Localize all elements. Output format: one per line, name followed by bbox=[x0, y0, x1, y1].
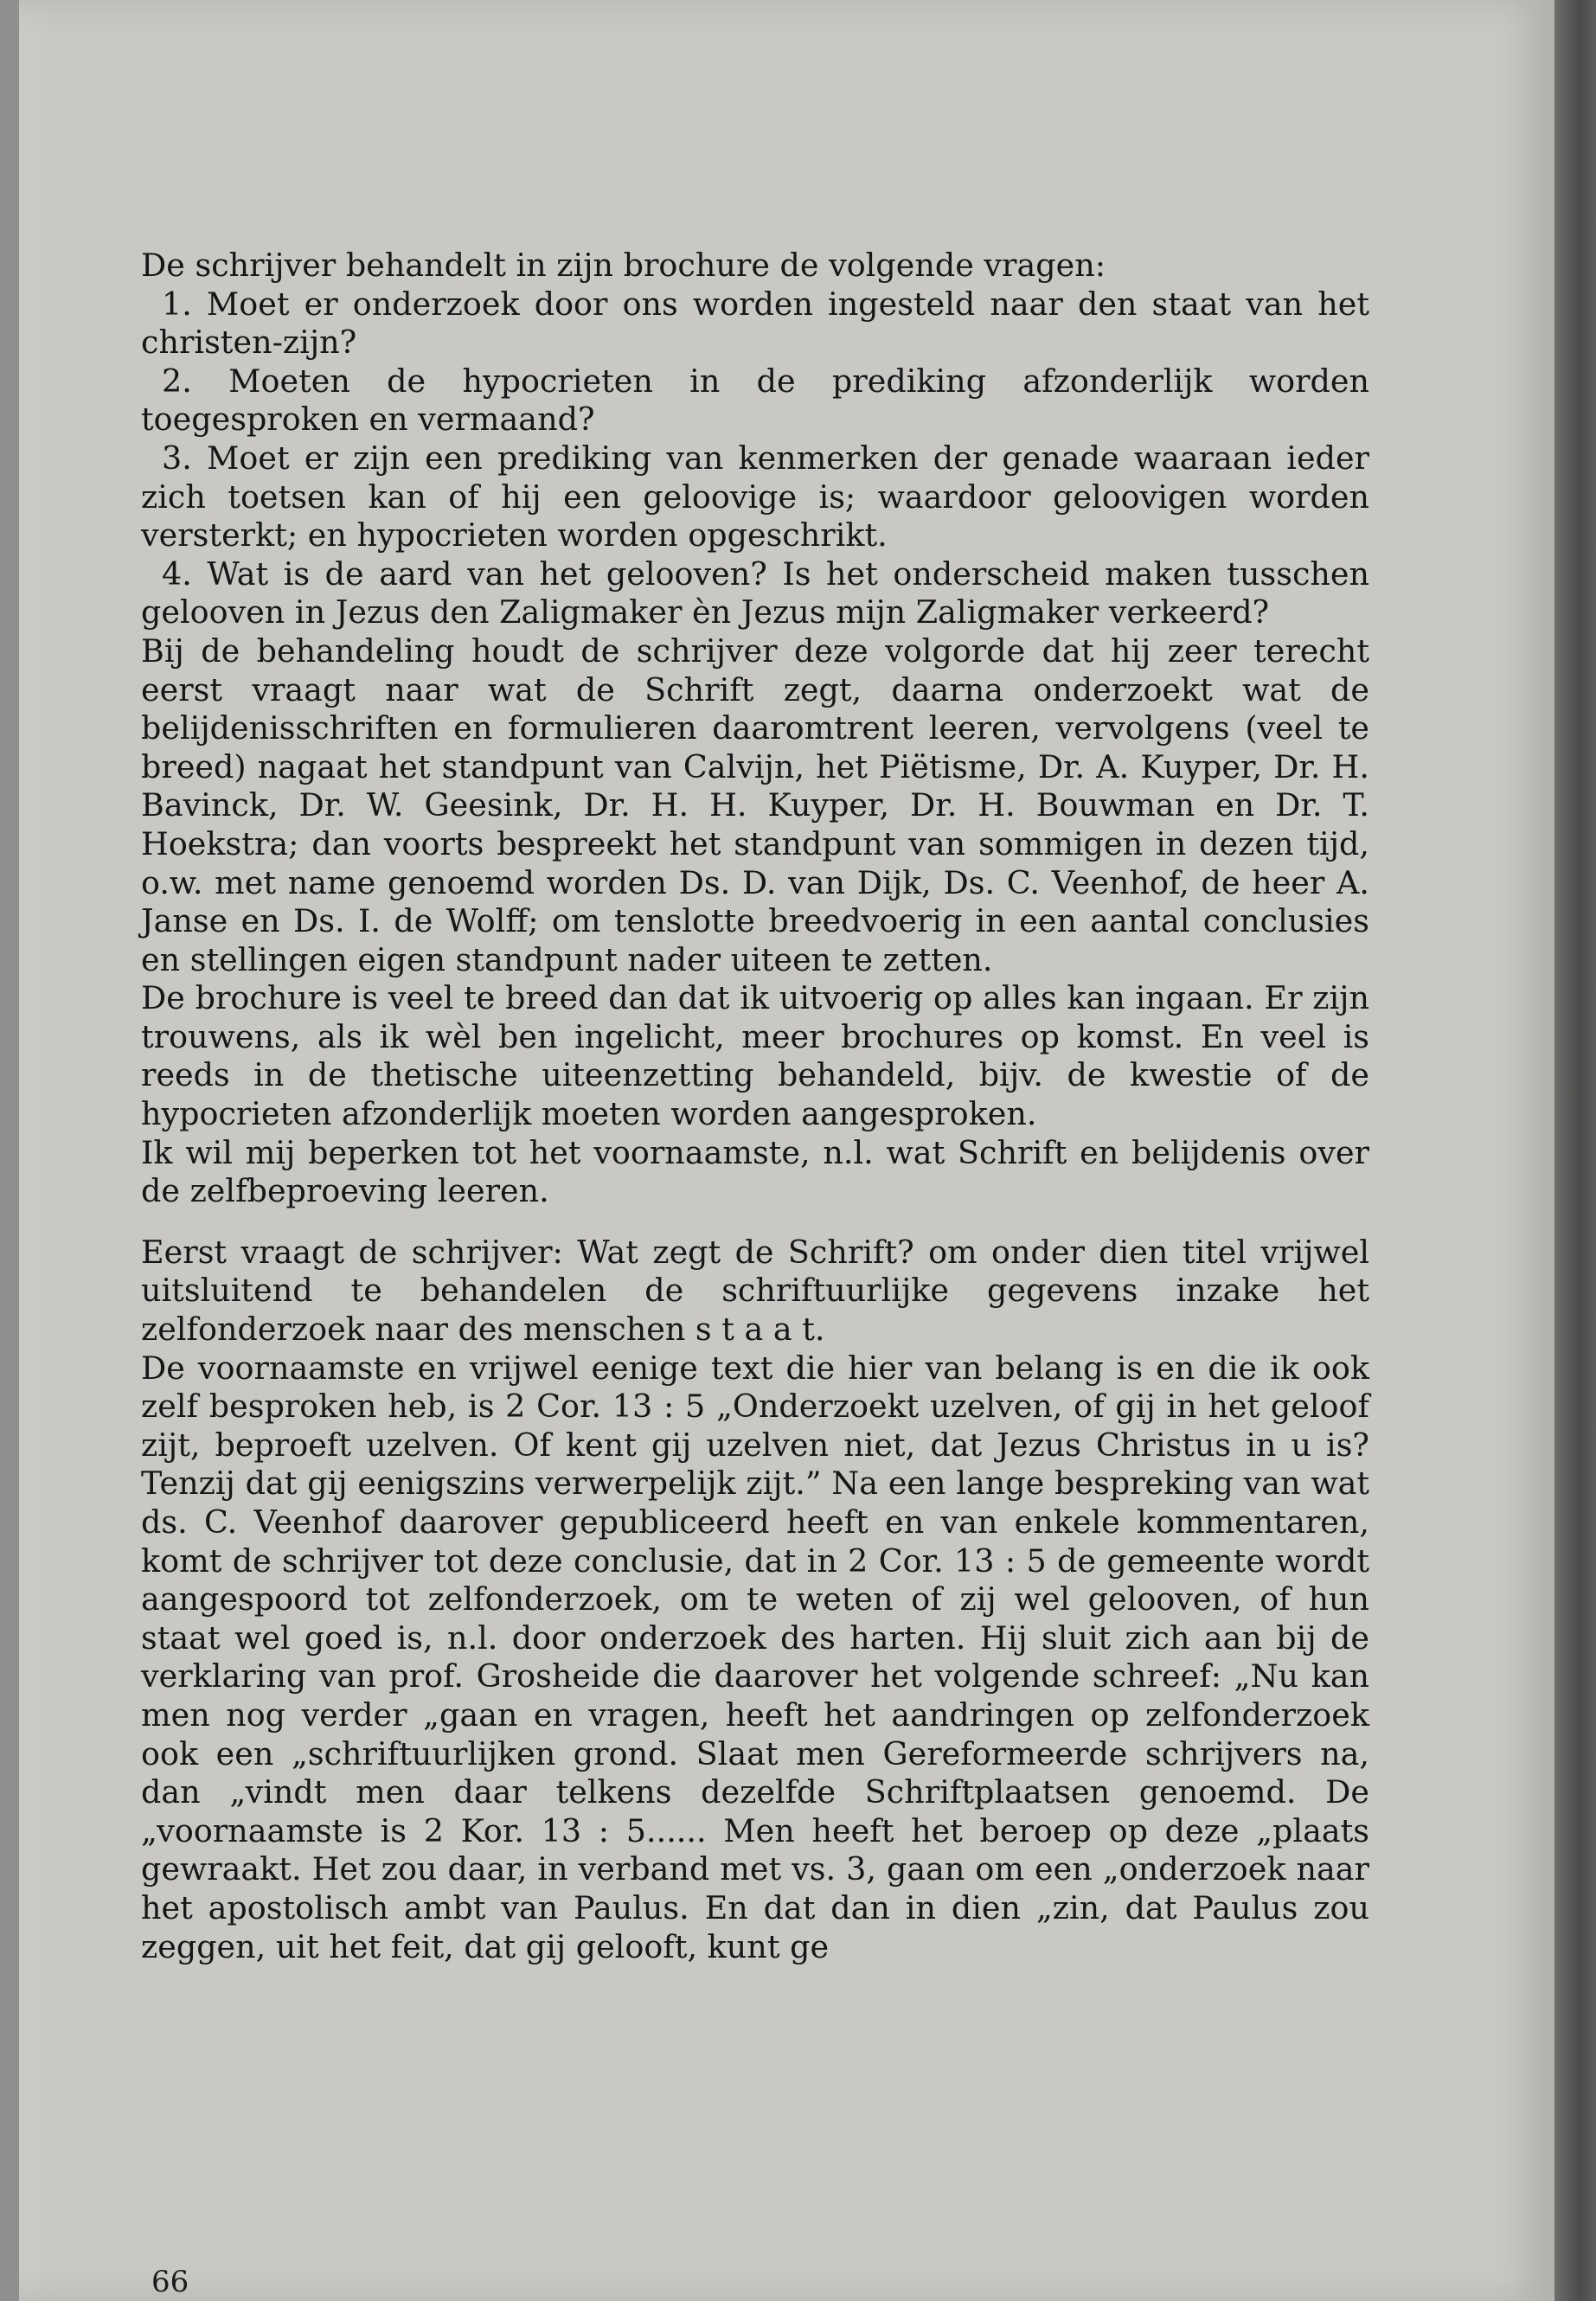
page-number: 66 bbox=[151, 2265, 189, 2299]
paragraph-scripture: Eerst vraagt de schrijver: Wat zegt de Schrift? om onder dien titel vrijwel uitsluitend te behandelen de schriftuurlijke gegevens inzake het zelfonderzoek naar des menschen s t a a t. bbox=[141, 1233, 1369, 1349]
question-3: 3. Moet er zijn een prediking van kenmerken der genade waaraan ieder zich toetsen kan of hij een geloovige is; waardoor geloovigen worden versterkt; en hypocrieten worden opgeschrikt. bbox=[141, 439, 1369, 554]
paragraph-brochure: De brochure is veel te breed dan dat ik uitvoerig op alles kan ingaan. Er zijn trouwens, als ik wèl ben ingelicht, meer brochures op komst. En veel is reeds in de thetische uiteenzetting behandeld, bijv. de kwestie of de hypocrieten afzonderlijk moeten worden aangesproken. bbox=[141, 979, 1369, 1133]
question-4: 4. Wat is de aard van het gelooven? Is het onderscheid maken tusschen gelooven in Jezus den Zaligmaker èn Jezus mijn Zaligmaker verkeerd? bbox=[141, 554, 1369, 631]
question-2: 2. Moeten de hypocrieten in de prediking afzonderlijk worden toegesproken en vermaand? bbox=[141, 362, 1369, 439]
intro-paragraph: De schrijver behandelt in zijn brochure de volgende vragen: bbox=[141, 247, 1106, 284]
page-edge-shadow bbox=[1554, 0, 1596, 2301]
body-text bbox=[141, 247, 1369, 1966]
question-1: 1. Moet er onderzoek door ons worden ingesteld naar den staat van het christen-zijn? bbox=[141, 285, 1369, 362]
paragraph-order: Bij de behandeling houdt de schrijver deze volgorde dat hij zeer terecht eerst vraagt naar wat de Schrift zegt, daarna onderzoekt wat de belijdenisschriften en formulieren daaromtrent leeren, vervolgens (veel te breed) nagaat het standpunt van Calvijn, het Piëtisme, Dr. A. Kuyper, Dr. H. Bavinck, Dr. W. Geesink, Dr. H. H. Kuyper, Dr. H. Bouwman en Dr. T. Hoekstra; dan voorts bespreekt het standpunt van sommigen in dezen tijd, o.w. met name genoemd worden Ds. D. van Dijk, Ds. C. Veenhof, de heer A. Janse en Ds. I. de Wolff; om tenslotte breedvoerig in een aantal conclusies en stellingen eigen standpunt nader uiteen te zetten. bbox=[141, 631, 1369, 978]
paragraph-cor-13-5: De voornaamste en vrijwel eenige text die hier van belang is en die ik ook zelf besproken heb, is 2 Cor. 13 : 5 „Onderzoekt uzelven, of gij in het geloof zijt, beproeft uzelven. Of kent gij uzelven niet, dat Jezus Christus in u is? Tenzij dat gij eenigszins verwerpelijk zijt.” Na een lange bespreking van wat ds. C. Veenhof daarover gepubliceerd heeft en van enkele kommentaren, komt de schrijver tot deze conclusie, dat in 2 Cor. 13 : 5 de gemeente wordt aangespoord tot zelfonderzoek, om te weten of zij wel gelooven, of hun staat wel goed is, n.l. door onderzoek des harten. Hij sluit zich aan bij de verklaring van prof. Grosheide die daarover het volgende schreef: „Nu kan men nog verder „gaan en vragen, heeft het aandringen op zelfonderzoek ook een „schriftuurlijken grond. Slaat men Gereformeerde schrijvers na, dan „vindt men daar telkens dezelfde Schriftplaatsen genoemd. De „voornaamste is 2 Kor. 13 : 5...... Men heeft het beroep op deze „plaats gewraakt. Het zou daar, in verband met vs. 3, gaan om een „onderzoek naar het apostolisch ambt van Paulus. En dat dan in dien „zin, dat Paulus zou zeggen, uit het feit, dat gij gelooft, kunt ge bbox=[141, 1349, 1369, 1965]
paragraph-limit: Ik wil mij beperken tot het voornaamste, n.l. wat Schrift en belijdenis over de zelfbeproeving leeren. bbox=[141, 1133, 1369, 1210]
